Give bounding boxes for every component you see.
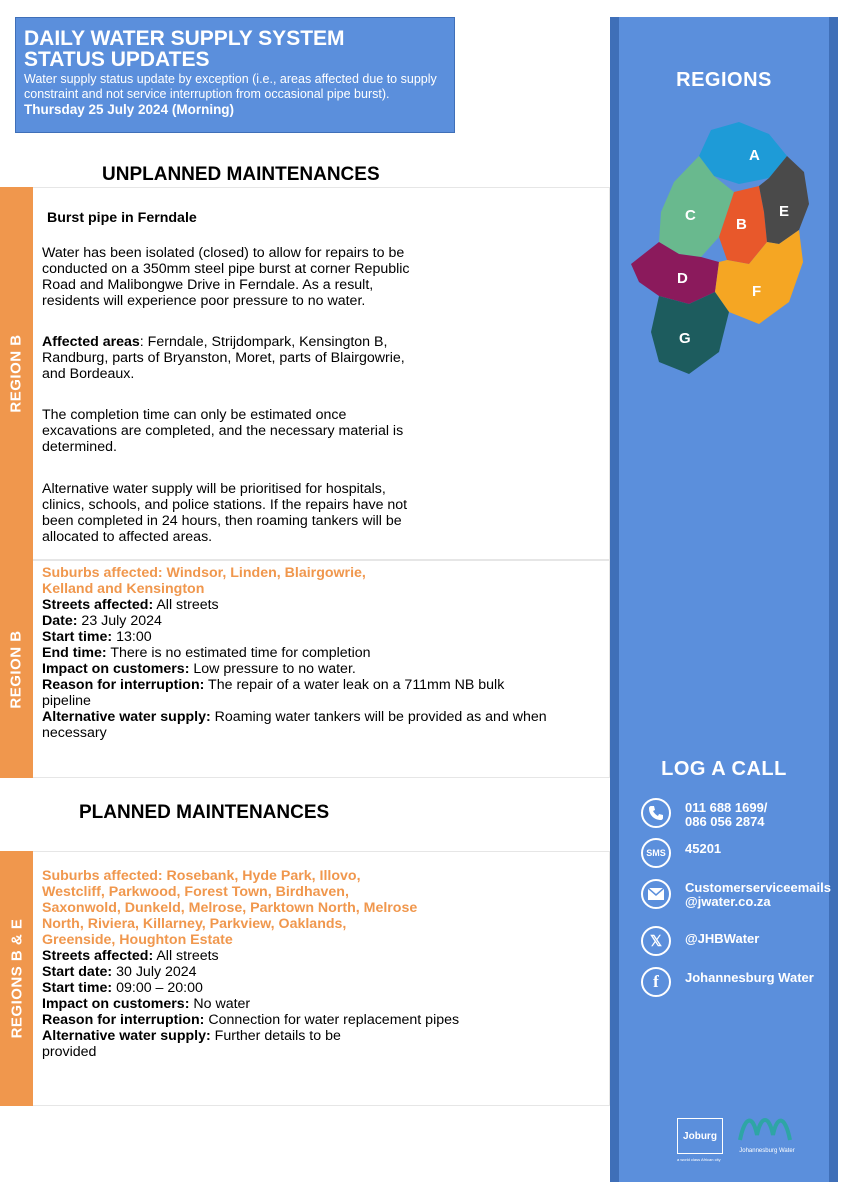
map-label-c: C: [685, 207, 696, 224]
suburbs-affected: Kelland and Kensington: [42, 581, 205, 597]
twitter-handle[interactable]: @JHBWater: [685, 931, 760, 946]
log-call-heading: LOG A CALL: [661, 758, 787, 780]
text-line: Alternative water supply will be prioritised for hospitals,: [42, 481, 386, 497]
email-line-2: @jwater.co.za: [685, 894, 771, 909]
end-time-value: There is no estimated time for completion: [106, 645, 371, 661]
map-label-d: D: [677, 270, 688, 287]
regions-heading: REGIONS: [676, 69, 772, 91]
notice-title: Burst pipe in Ferndale: [47, 210, 197, 226]
phone-icon: [641, 798, 671, 828]
text-line: Randburg, parts of Bryanston, Moret, parts of Blairgowrie,: [42, 350, 405, 366]
date-value: 23 July 2024: [77, 613, 162, 629]
region-label: REGION B: [8, 629, 25, 709]
page-title-line2: STATUS UPDATES: [24, 48, 210, 71]
notice-paragraph-3: [42, 407, 403, 455]
notice-details: [42, 868, 603, 1060]
affected-areas: [42, 334, 405, 382]
text-line: allocated to affected areas.: [42, 529, 213, 545]
region-content: [33, 560, 610, 778]
streets-value: All streets: [153, 597, 219, 613]
region-content: [33, 851, 610, 1106]
date-label: Start date:: [42, 964, 113, 980]
suburbs-affected: Suburbs affected: Rosebank, Hyde Park, Illovo,: [42, 868, 361, 884]
text-line: conducted on a 350mm steel pipe burst at corner Republic: [42, 261, 410, 277]
joburg-logo: [677, 1118, 723, 1154]
date-label: Date:: [42, 613, 78, 629]
facebook-icon: f: [641, 967, 671, 997]
phone-line-1: 011 688 1699/: [685, 800, 768, 815]
text-line: residents will experience poor pressure to no water.: [42, 293, 366, 309]
sidebar-panel: [610, 17, 838, 1182]
end-time-label: End time:: [42, 645, 107, 661]
text-line: The completion time can only be estimated once: [42, 407, 347, 423]
sms-number[interactable]: 45201: [685, 841, 722, 856]
x-twitter-icon: 𝕏: [641, 926, 671, 956]
footer-logos: [677, 1110, 827, 1170]
impact-value: No water: [189, 996, 251, 1012]
date-value: 30 July 2024: [112, 964, 197, 980]
joburg-logo-text: Joburg: [683, 1130, 717, 1142]
reason-label: Reason for interruption:: [42, 677, 205, 693]
streets-label: Streets affected:: [42, 597, 154, 613]
johannesburg-water-logo: [735, 1110, 795, 1146]
text-line: provided: [42, 1044, 97, 1060]
map-label-g: G: [679, 330, 691, 347]
alt-supply-value: Further details to be: [210, 1028, 341, 1044]
email-line-1: Customerserviceemails: [685, 880, 831, 895]
streets-value: All streets: [153, 948, 219, 964]
page-date: Thursday 25 July 2024 (Morning): [24, 102, 235, 117]
map-label-f: F: [752, 283, 762, 300]
page-title-line1: DAILY WATER SUPPLY SYSTEM: [24, 27, 345, 50]
reason-label: Reason for interruption:: [42, 1012, 205, 1028]
region-block-rosebank: [0, 851, 610, 1106]
phone-numbers[interactable]: [685, 801, 767, 829]
planned-heading: PLANNED MAINTENANCES: [79, 802, 330, 823]
alt-supply-value: Roaming water tankers will be provided as and when: [210, 709, 547, 725]
region-block-windsor: [0, 560, 610, 778]
subtitle-text: Water supply status update by exception (i.e., areas affected due to supply constraint and not service interruption from occasional pipe burst).: [24, 72, 437, 101]
text-line: determined.: [42, 439, 117, 455]
notice-details: [42, 565, 603, 741]
joburg-tagline: a world class African city: [677, 1157, 721, 1162]
affected-value: : Ferndale, Strijdompark, Kensington B,: [139, 334, 388, 350]
region-label: REGIONS B & E: [8, 918, 26, 1039]
region-content: [33, 187, 610, 560]
text-line: excavations are completed, and the necessary material is: [42, 423, 404, 439]
header-banner: [15, 17, 455, 133]
johannesburg-water-text: Johannesburg Water: [739, 1148, 795, 1154]
start-time-label: Start time:: [42, 629, 113, 645]
impact-label: Impact on customers:: [42, 996, 190, 1012]
text-line: pipeline: [42, 693, 91, 709]
email-address[interactable]: [685, 881, 831, 909]
regions-map: [619, 112, 829, 392]
suburbs-affected: Westcliff, Parkwood, Forest Town, Birdhaven,: [42, 884, 349, 900]
phone-line-2: 086 056 2874: [685, 814, 765, 829]
unplanned-heading: UNPLANNED MAINTENANCES: [102, 164, 380, 185]
text-line: Road and Malibongwe Drive in Ferndale. As a result,: [42, 277, 374, 293]
impact-label: Impact on customers:: [42, 661, 190, 677]
region-label: REGION B: [8, 334, 25, 413]
sms-icon: SMS: [641, 838, 671, 868]
reason-value: The repair of a water leak on a 711mm NB bulk: [204, 677, 505, 693]
text-line: and Bordeaux.: [42, 366, 135, 382]
email-icon: [641, 879, 671, 909]
sidebar-inner: [619, 17, 829, 1182]
facebook-page[interactable]: Johannesburg Water: [685, 970, 814, 985]
start-time-value: 09:00 – 20:00: [112, 980, 203, 996]
suburbs-affected: Saxonwold, Dunkeld, Melrose, Parktown North, Melrose: [42, 900, 418, 916]
region-block-burst-pipe: [0, 187, 610, 560]
region-tab: [0, 851, 33, 1106]
suburbs-affected: North, Riviera, Killarney, Parkview, Oaklands,: [42, 916, 347, 932]
map-label-a: A: [749, 147, 760, 164]
text-line: necessary: [42, 725, 107, 741]
streets-label: Streets affected:: [42, 948, 154, 964]
reason-value: Connection for water replacement pipes: [204, 1012, 460, 1028]
map-label-e: E: [779, 203, 790, 220]
notice-paragraph-4: [42, 481, 407, 545]
region-tab: [0, 187, 33, 560]
impact-value: Low pressure to no water.: [189, 661, 356, 677]
start-time-label: Start time:: [42, 980, 113, 996]
page-subtitle: [24, 72, 446, 118]
notice-paragraph-1: [42, 245, 410, 309]
affected-label: Affected areas: [42, 334, 140, 350]
start-time-value: 13:00: [112, 629, 152, 645]
suburbs-affected: Suburbs affected: Windsor, Linden, Blairgowrie,: [42, 565, 366, 581]
suburbs-affected: Greenside, Houghton Estate: [42, 932, 233, 948]
alt-supply-label: Alternative water supply:: [42, 709, 211, 725]
region-tab: [0, 560, 33, 778]
text-line: been completed in 24 hours, then roaming tankers will be: [42, 513, 402, 529]
map-label-b: B: [736, 216, 747, 233]
text-line: clinics, schools, and police stations. If the repairs have not: [42, 497, 408, 513]
text-line: Water has been isolated (closed) to allow for repairs to be: [42, 245, 405, 261]
alt-supply-label: Alternative water supply:: [42, 1028, 211, 1044]
